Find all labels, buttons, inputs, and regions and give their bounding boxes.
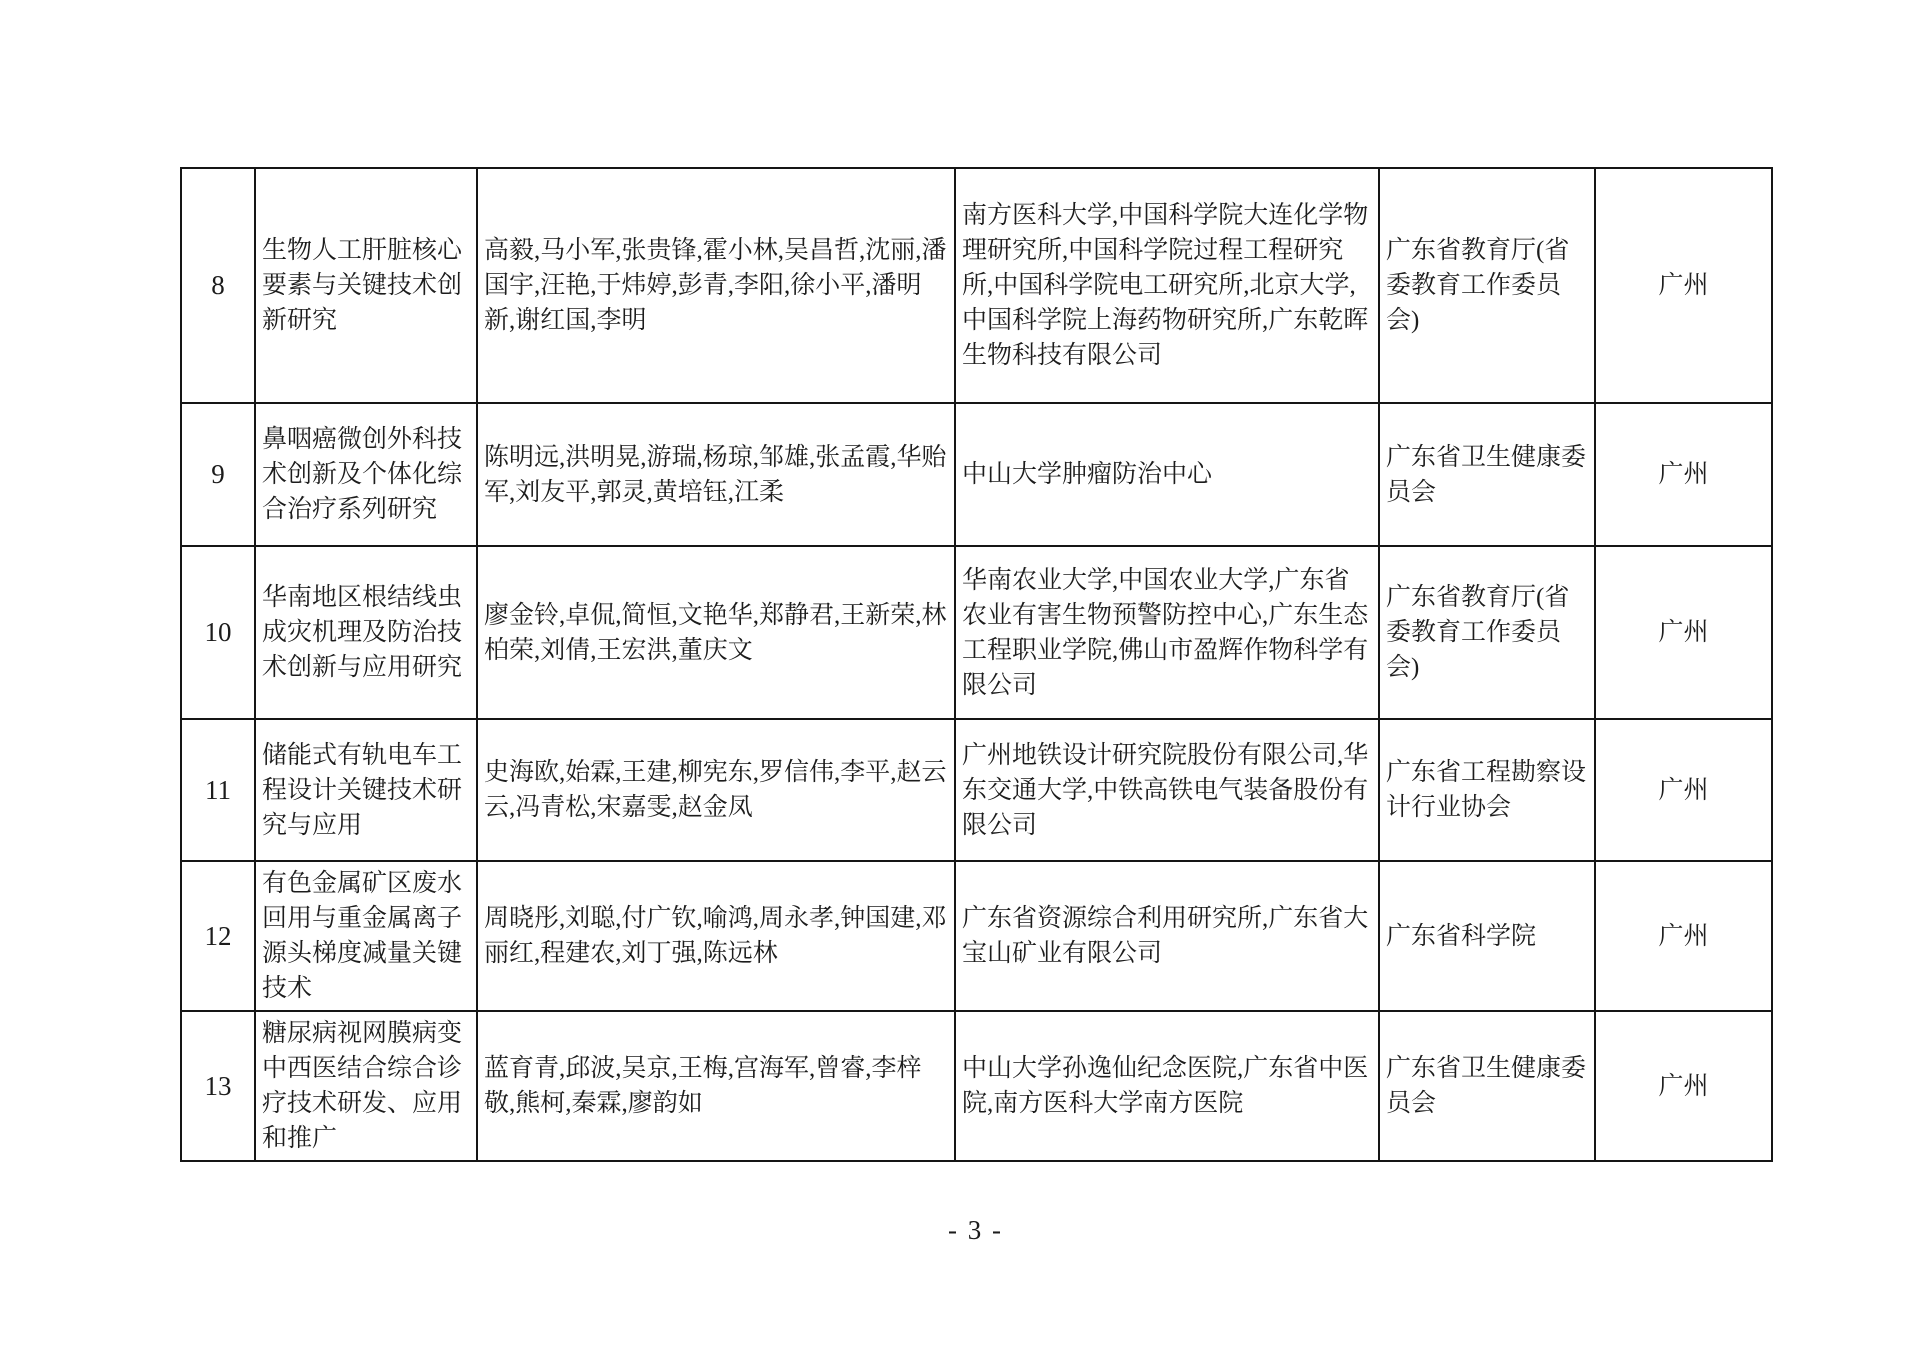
page-number: - 3 - bbox=[948, 1215, 1003, 1245]
team-members-cell: 蓝育青,邱波,吴京,王梅,宫海军,曾睿,李梓敬,熊柯,秦霖,廖韵如 bbox=[477, 1011, 955, 1161]
city-cell: 广州 bbox=[1595, 719, 1772, 861]
team-members-cell: 周晓彤,刘聪,付广钦,喻鸿,周永孝,钟国建,邓丽红,程建农,刘丁强,陈远林 bbox=[477, 861, 955, 1011]
award-projects-table bbox=[180, 167, 1773, 1162]
project-name-cell: 有色金属矿区废水回用与重金属离子源头梯度减量关键技术 bbox=[255, 861, 477, 1011]
team-members-cell: 廖金铃,卓侃,简恒,文艳华,郑静君,王新荣,林柏荣,刘倩,王宏洪,董庆文 bbox=[477, 546, 955, 719]
team-members-cell: 陈明远,洪明晃,游瑞,杨琼,邹雄,张孟霞,华贻军,刘友平,郭灵,黄培钰,江柔 bbox=[477, 403, 955, 546]
project-name-cell: 储能式有轨电车工程设计关键技术研究与应用 bbox=[255, 719, 477, 861]
recommending-department-cell: 广东省卫生健康委员会 bbox=[1379, 1011, 1595, 1161]
city-cell: 广州 bbox=[1595, 403, 1772, 546]
team-members-cell: 史海欧,始霖,王建,柳宪东,罗信伟,李平,赵云云,冯青松,宋嘉雯,赵金凤 bbox=[477, 719, 955, 861]
city-cell: 广州 bbox=[1595, 546, 1772, 719]
row-number-cell: 11 bbox=[181, 719, 255, 861]
organizations-cell: 广东省资源综合利用研究所,广东省大宝山矿业有限公司 bbox=[955, 861, 1379, 1011]
table-row bbox=[181, 168, 1772, 403]
organizations-cell: 华南农业大学,中国农业大学,广东省农业有害生物预警防控中心,广东生态工程职业学院,佛山市盈辉作物科学有限公司 bbox=[955, 546, 1379, 719]
city-cell: 广州 bbox=[1595, 168, 1772, 403]
project-name-cell: 鼻咽癌微创外科技术创新及个体化综合治疗系列研究 bbox=[255, 403, 477, 546]
table-row bbox=[181, 1011, 1772, 1161]
organizations-cell: 广州地铁设计研究院股份有限公司,华东交通大学,中铁高铁电气装备股份有限公司 bbox=[955, 719, 1379, 861]
project-name-cell: 生物人工肝脏核心要素与关键技术创新研究 bbox=[255, 168, 477, 403]
row-number-cell: 9 bbox=[181, 403, 255, 546]
recommending-department-cell: 广东省工程勘察设计行业协会 bbox=[1379, 719, 1595, 861]
row-number-cell: 8 bbox=[181, 168, 255, 403]
organizations-cell: 中山大学肿瘤防治中心 bbox=[955, 403, 1379, 546]
row-number-cell: 13 bbox=[181, 1011, 255, 1161]
recommending-department-cell: 广东省教育厅(省委教育工作委员会) bbox=[1379, 168, 1595, 403]
city-cell: 广州 bbox=[1595, 1011, 1772, 1161]
row-number-cell: 10 bbox=[181, 546, 255, 719]
table-row bbox=[181, 719, 1772, 861]
organizations-cell: 中山大学孙逸仙纪念医院,广东省中医院,南方医科大学南方医院 bbox=[955, 1011, 1379, 1161]
table-row bbox=[181, 861, 1772, 1011]
table-row bbox=[181, 403, 1772, 546]
row-number-cell: 12 bbox=[181, 861, 255, 1011]
organizations-cell: 南方医科大学,中国科学院大连化学物理研究所,中国科学院过程工程研究所,中国科学院电工研究所,北京大学,中国科学院上海药物研究所,广东乾晖生物科技有限公司 bbox=[955, 168, 1379, 403]
project-name-cell: 华南地区根结线虫成灾机理及防治技术创新与应用研究 bbox=[255, 546, 477, 719]
city-cell: 广州 bbox=[1595, 861, 1772, 1011]
table-row bbox=[181, 546, 1772, 719]
recommending-department-cell: 广东省教育厅(省委教育工作委员会) bbox=[1379, 546, 1595, 719]
project-name-cell: 糖尿病视网膜病变中西医结合综合诊疗技术研发、应用和推广 bbox=[255, 1011, 477, 1161]
recommending-department-cell: 广东省卫生健康委员会 bbox=[1379, 403, 1595, 546]
team-members-cell: 高毅,马小军,张贵锋,霍小林,吴昌哲,沈丽,潘国宇,汪艳,于炜婷,彭青,李阳,徐小平,潘明新,谢红国,李明 bbox=[477, 168, 955, 403]
recommending-department-cell: 广东省科学院 bbox=[1379, 861, 1595, 1011]
